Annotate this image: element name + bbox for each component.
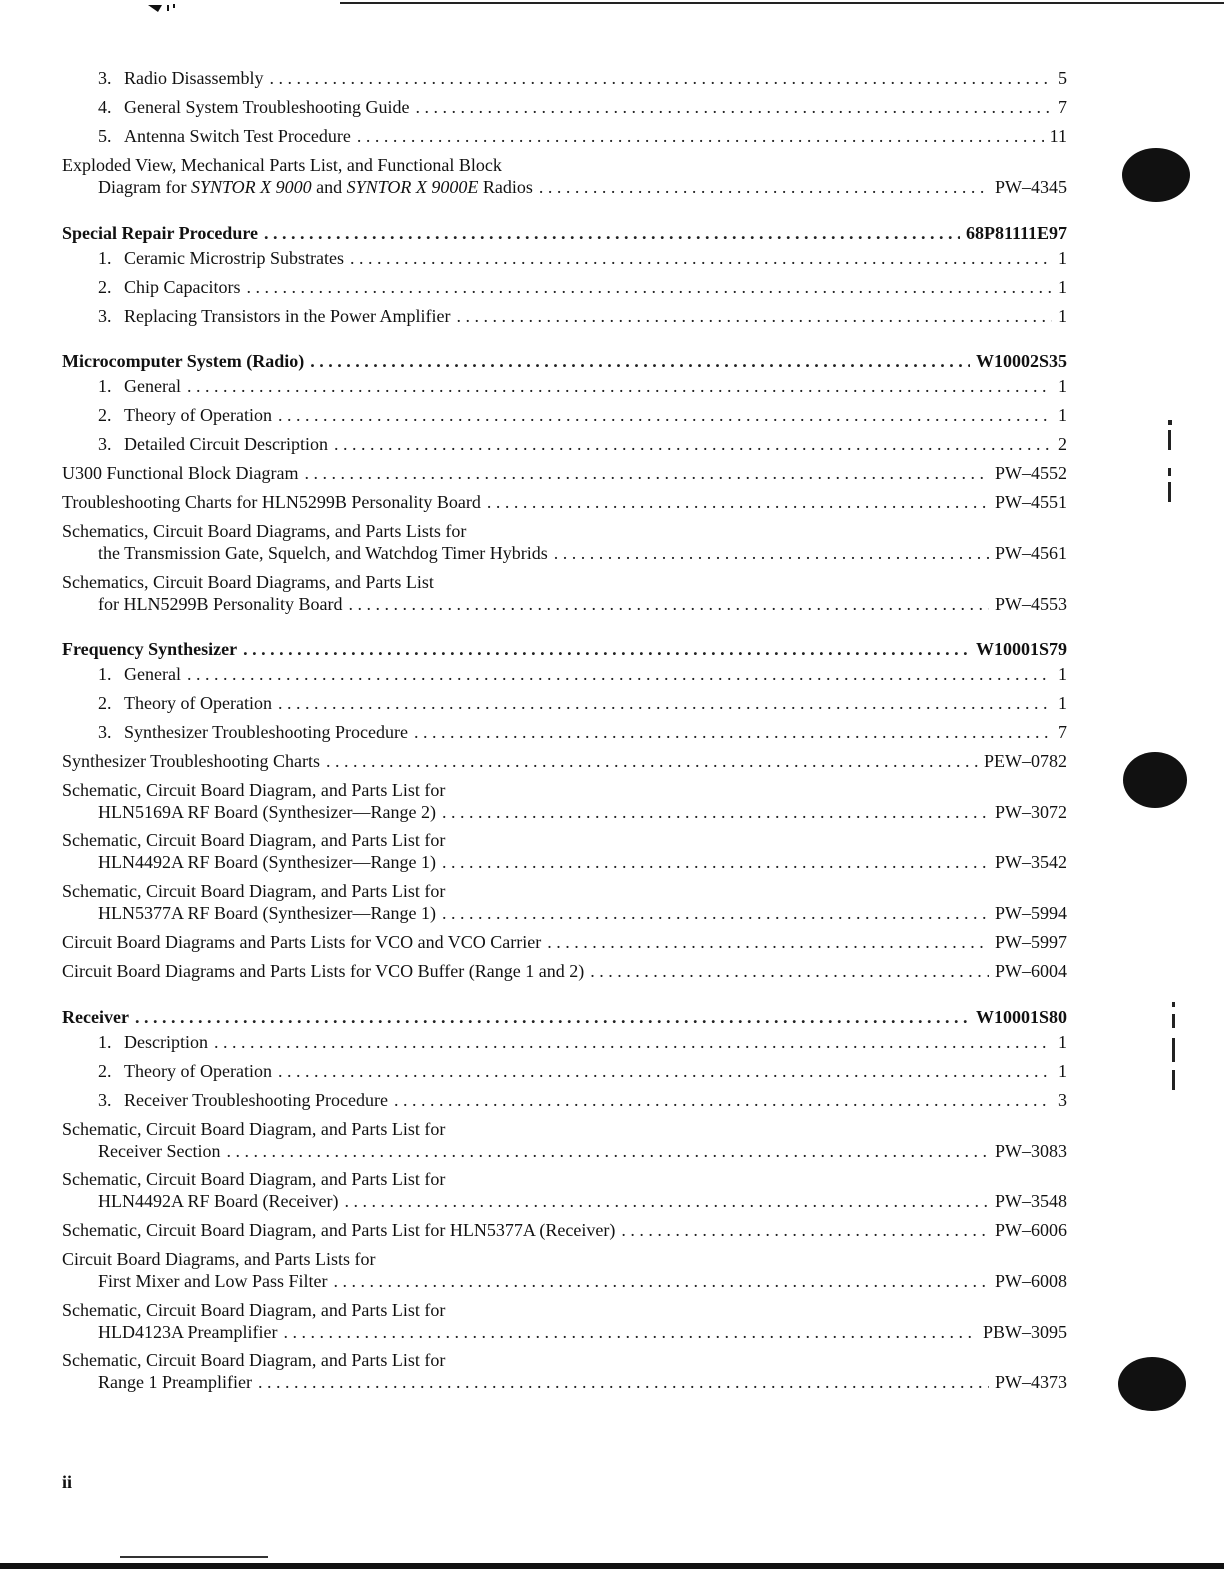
entry-label-line1: Schematics, Circuit Board Diagrams, and Parts List (62, 572, 434, 592)
entry-label: Detailed Circuit Description (124, 434, 328, 454)
dot-leader (539, 176, 989, 198)
entry-number: 2. (98, 693, 112, 713)
dot-leader (350, 247, 1052, 269)
entry-number: 2. (98, 277, 112, 297)
entry-label-line2: Range 1 Preamplifier (98, 1372, 252, 1392)
dot-leader (344, 1190, 989, 1212)
section-page: 68P81111E97 (965, 223, 1067, 243)
entry-label-line1: Schematic, Circuit Board Diagram, and Parts List for (62, 1169, 446, 1189)
dot-leader (334, 433, 1052, 455)
entry-label-line2: Receiver Section (98, 1141, 221, 1161)
entry-number: 2. (98, 405, 112, 425)
dot-leader (304, 462, 989, 484)
entry-label: Radio Disassembly (124, 68, 264, 88)
entry-label: Receiver Troubleshooting Procedure (124, 1090, 388, 1110)
dot-leader (442, 851, 989, 873)
entry-label-line1: Schematic, Circuit Board Diagram, and Parts List for (62, 881, 446, 901)
entry-number: 4. (98, 97, 112, 117)
toc-entry (98, 247, 1067, 269)
dot-leader (135, 1006, 970, 1028)
toc-entry (98, 801, 1067, 823)
section-title: Receiver (62, 1007, 129, 1027)
entry-page: 1 (1058, 306, 1067, 326)
dot-leader (442, 902, 989, 924)
bottom-short-rule (120, 1556, 268, 1558)
entry-page: PW–6006 (995, 1220, 1067, 1240)
entry-number: 3. (98, 722, 112, 742)
page-number: ii (62, 1472, 73, 1492)
dot-leader (278, 692, 1052, 714)
toc-entry (98, 1089, 1067, 1111)
entry-page: 5 (1058, 68, 1067, 88)
entry-number: 1. (98, 376, 112, 396)
entry-page: 7 (1058, 722, 1067, 742)
entry-label-text: Radios (478, 177, 533, 197)
entry-label: Theory of Operation (124, 405, 272, 425)
entry-number: 5. (98, 126, 112, 146)
toc-section-header (62, 1006, 1067, 1028)
entry-label: Circuit Board Diagrams and Parts Lists for VCO Buffer (Range 1 and 2) (62, 961, 585, 981)
section-page: W10001S80 (975, 1007, 1067, 1027)
toc-entry (98, 1060, 1067, 1082)
entry-page: PW–6004 (995, 961, 1067, 981)
entry-label-line1: Schematic, Circuit Board Diagram, and Parts List for (62, 1300, 446, 1320)
section-page: W10002S35 (975, 351, 1067, 371)
dot-leader (226, 1140, 989, 1162)
entry-number: 1. (98, 664, 112, 684)
dot-leader (258, 1371, 989, 1393)
dot-leader (187, 663, 1052, 685)
entry-label: Theory of Operation (124, 693, 272, 713)
entry-number: 3. (98, 434, 112, 454)
entry-label-line1: Circuit Board Diagrams, and Parts Lists for (62, 1249, 376, 1269)
entry-label-line2: HLD4123A Preamplifier (98, 1322, 278, 1342)
toc-entry (98, 433, 1067, 455)
toc-entry (98, 1031, 1067, 1053)
dot-leader (270, 67, 1053, 89)
dot-leader (414, 721, 1052, 743)
entry-label: General (124, 376, 181, 396)
toc-entry (62, 491, 1067, 513)
entry-page: 1 (1058, 277, 1067, 297)
entry-label-line1: Schematic, Circuit Board Diagram, and Parts List for (62, 830, 446, 850)
entry-label-text: Diagram for (98, 177, 191, 197)
entry-page: 11 (1049, 126, 1067, 146)
entry-number: 3. (98, 306, 112, 326)
dot-leader (348, 593, 989, 615)
entry-page: 2 (1058, 434, 1067, 454)
dot-leader (278, 404, 1052, 426)
entry-label-line2: HLN5169A RF Board (Synthesizer—Range 2) (98, 802, 436, 822)
entry-label: Description (124, 1032, 208, 1052)
toc-entry (62, 750, 1067, 772)
toc-section-header (62, 638, 1067, 660)
entry-page: 1 (1058, 405, 1067, 425)
dot-leader (310, 350, 970, 372)
entry-number: 3. (98, 1090, 112, 1110)
toc-entry (98, 96, 1067, 118)
toc-entry (98, 663, 1067, 685)
entry-label: General (124, 664, 181, 684)
toc-entry (98, 1371, 1067, 1393)
dot-leader (278, 1060, 1052, 1082)
entry-label: U300 Functional Block Diagram (62, 463, 299, 483)
toc-entry (98, 1190, 1067, 1212)
toc-entry (98, 375, 1067, 397)
dot-leader (416, 96, 1053, 118)
entry-label: Antenna Switch Test Procedure (124, 126, 351, 146)
entry-page: 3 (1058, 1090, 1067, 1110)
toc-entry (98, 542, 1067, 564)
entry-label-italic: SYNTOR X 9000E (346, 177, 479, 197)
entry-page: PW–5994 (995, 903, 1067, 923)
entry-page: PW–3072 (995, 802, 1067, 822)
entry-label-line2: HLN4492A RF Board (Receiver) (98, 1191, 339, 1211)
dot-leader (357, 125, 1044, 147)
entry-label-line2: HLN4492A RF Board (Synthesizer—Range 1) (98, 852, 436, 872)
entry-page: PW–4551 (995, 492, 1067, 512)
dot-leader (394, 1089, 1052, 1111)
toc-section-header (62, 350, 1067, 372)
dot-leader (264, 222, 960, 244)
entry-page: 1 (1058, 376, 1067, 396)
entry-page: PW–3083 (995, 1141, 1067, 1161)
entry-page: 1 (1058, 664, 1067, 684)
toc-entry (62, 960, 1067, 982)
entry-label-line2: First Mixer and Low Pass Filter (98, 1271, 328, 1291)
entry-label-line1: Schematic, Circuit Board Diagram, and Parts List for (62, 1119, 446, 1139)
entry-label: Chip Capacitors (124, 277, 241, 297)
toc-entry (98, 276, 1067, 298)
entry-label-line1: Schematic, Circuit Board Diagram, and Parts List for (62, 1350, 446, 1370)
toc-entry (98, 1140, 1067, 1162)
entry-label: Replacing Transistors in the Power Amplifier (124, 306, 451, 326)
entry-label: Theory of Operation (124, 1061, 272, 1081)
entry-number: 2. (98, 1061, 112, 1081)
dot-leader (554, 542, 989, 564)
entry-label-line1: Exploded View, Mechanical Parts List, and Functional Block (62, 155, 502, 175)
entry-page: 1 (1058, 1061, 1067, 1081)
entry-page: PW–5997 (995, 932, 1067, 952)
entry-page: PW–3542 (995, 852, 1067, 872)
toc-entry (98, 125, 1067, 147)
entry-label-line2: HLN5377A RF Board (Synthesizer—Range 1) (98, 903, 436, 923)
section-title: Frequency Synthesizer (62, 639, 238, 659)
entry-label: Synthesizer Troubleshooting Procedure (124, 722, 408, 742)
dot-leader (590, 960, 989, 982)
entry-label: Schematic, Circuit Board Diagram, and Parts List for HLN5377A (Receiver) (62, 1220, 616, 1240)
dot-leader (456, 305, 1052, 327)
entry-number: 1. (98, 248, 112, 268)
toc-entry (62, 931, 1067, 953)
dot-leader (214, 1031, 1052, 1053)
entry-label-text: and (311, 177, 347, 197)
dot-leader (187, 375, 1052, 397)
entry-page: PEW–0782 (984, 751, 1067, 771)
dot-leader (326, 750, 978, 772)
entry-label-italic: SYNTOR X 9000 (190, 177, 312, 197)
entry-number: 1. (98, 1032, 112, 1052)
entry-label: Synthesizer Troubleshooting Charts (62, 751, 321, 771)
entry-page: PW–6008 (995, 1271, 1067, 1291)
dot-leader (334, 1270, 990, 1292)
toc-section-header (62, 222, 1067, 244)
entry-label-line2: the Transmission Gate, Squelch, and Watchdog Timer Hybrids (98, 543, 548, 563)
entry-page: 1 (1058, 693, 1067, 713)
entry-page: PBW–3095 (982, 1322, 1067, 1342)
entry-label-line2: for HLN5299B Personality Board (98, 594, 343, 614)
toc-entry (98, 1321, 1067, 1343)
entry-page: 1 (1058, 248, 1067, 268)
entry-label: Ceramic Microstrip Substrates (124, 248, 344, 268)
entry-label-line1: Schematic, Circuit Board Diagram, and Parts List for (62, 780, 446, 800)
entry-page: PW–4373 (995, 1372, 1067, 1392)
entry-page: 7 (1058, 97, 1067, 117)
entry-label: Troubleshooting Charts for HLN5299B Personality Board (62, 492, 481, 512)
toc-entry (98, 851, 1067, 873)
entry-page: PW–3548 (995, 1191, 1067, 1211)
dot-leader (243, 638, 970, 660)
dot-leader (246, 276, 1052, 298)
entry-page: PW–4561 (995, 543, 1067, 563)
entry-number: 3. (98, 68, 112, 88)
entry-page: PW–4345 (995, 177, 1067, 197)
section-page: W10001S79 (975, 639, 1067, 659)
toc-entry (62, 1219, 1067, 1241)
entry-label: Circuit Board Diagrams and Parts Lists for VCO and VCO Carrier (62, 932, 542, 952)
entry-page: 1 (1058, 1032, 1067, 1052)
toc-entry (98, 305, 1067, 327)
bottom-rule (0, 1563, 1224, 1569)
dot-leader (547, 931, 989, 953)
toc-entry (98, 67, 1067, 89)
toc-entry (98, 692, 1067, 714)
toc-entry (98, 721, 1067, 743)
toc-entry (62, 462, 1067, 484)
toc-entry (98, 176, 1067, 198)
toc-entry (98, 404, 1067, 426)
dot-leader (621, 1219, 989, 1241)
entry-page: PW–4553 (995, 594, 1067, 614)
entry-label: General System Troubleshooting Guide (124, 97, 410, 117)
toc-entry (98, 593, 1067, 615)
entry-label-line1: Schematics, Circuit Board Diagrams, and Parts Lists for (62, 521, 467, 541)
dot-leader (442, 801, 989, 823)
dot-leader (283, 1321, 977, 1343)
section-title: Special Repair Procedure (62, 223, 258, 243)
toc-entry (98, 1270, 1067, 1292)
section-title: Microcomputer System (Radio) (62, 351, 305, 371)
toc-entry (98, 902, 1067, 924)
entry-page: PW–4552 (995, 463, 1067, 483)
dot-leader (487, 491, 989, 513)
